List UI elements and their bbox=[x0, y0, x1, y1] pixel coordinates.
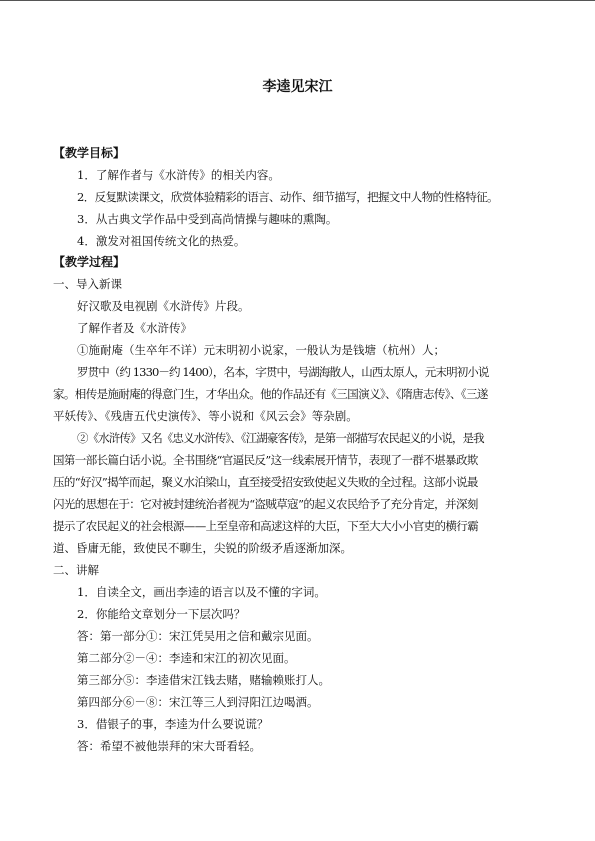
document-title: 李逵见宋江 bbox=[262, 79, 333, 95]
body-paragraph-line: 国第一部长篇白话小说。全书围绕“官逼民反”这一线索展开情节，表现了一群不堪暴政欺 bbox=[53, 453, 478, 467]
section-heading-explain: 二、讲解 bbox=[53, 563, 99, 577]
body-paragraph-line: 了解作者及《水浒传》 bbox=[77, 321, 192, 335]
body-paragraph-line: 道、昏庸无能，致使民不聊生，尖锐的阶级矛盾逐渐加深。 bbox=[53, 541, 352, 555]
body-paragraph-line: 平妖传》、《残唐五代史演传》、等小说和《风云会》等杂剧。 bbox=[53, 409, 358, 423]
body-paragraph-line: 3．借银子的事，李逵为什么要说谎？ bbox=[77, 717, 269, 731]
answer-line: 第三部分⑤：李逵借宋江钱去赌，赌输赖账打人。 bbox=[77, 673, 330, 687]
objective-item: 2．反复默读课文，欣赏体验精彩的语言、动作、细节描写，把握文中人物的性格特征。 bbox=[77, 190, 498, 204]
body-paragraph-line: 家。相传是施耐庵的得意门生，才华出众。他的作品还有《三国演义》、《隋唐志传》、《三遂 bbox=[53, 387, 488, 401]
body-paragraph-line: 提示了农民起义的社会根源——上至皇帝和高逑这样的大臣，下至大大小小官吏的横行霸 bbox=[53, 519, 479, 533]
body-paragraph-line: 1．自读全文，画出李逵的语言以及不懂的字词。 bbox=[77, 585, 326, 599]
body-paragraph-line: 罗贯中（约 1330－约 1400），名本，字贯中，号湖海散人，山西太原人，元末明初小说 bbox=[77, 365, 489, 379]
answer-line: 答：希望不被他崇拜的宋大哥看轻。 bbox=[77, 739, 261, 753]
objectives-heading: 【教学目标】 bbox=[53, 146, 126, 160]
page-top-border bbox=[0, 0, 595, 1]
body-paragraph-line: ①施耐庵（生卒年不详）元末明初小说家，一般认为是钱塘（杭州）人； bbox=[77, 343, 445, 357]
objective-item: 4．激发对祖国传统文化的热爱。 bbox=[77, 234, 246, 248]
objective-item: 3．从古典文学作品中受到高尚情操与趣味的熏陶。 bbox=[77, 212, 338, 226]
body-paragraph-line: ②《水浒传》又名《忠义水浒传》、《江湖豪客传》，是第一部描写农民起义的小说，是我 bbox=[77, 431, 484, 445]
objective-item: 1．了解作者与《水浒传》的相关内容。 bbox=[77, 168, 280, 182]
body-paragraph-line: 闪光的思想在于：它对被封建统治者视为“盗贼草寇”的起义农民给予了充分肯定，并深刻 bbox=[53, 497, 478, 511]
body-paragraph-line: 2．你能给文章划分一下层次吗？ bbox=[77, 607, 246, 621]
answer-line: 第二部分②－④：李逵和宋江的初次见面。 bbox=[77, 651, 296, 665]
answer-line: 答：第一部分①：宋江凭吴用之信和戴宗见面。 bbox=[77, 629, 319, 643]
document-body bbox=[53, 143, 543, 757]
body-paragraph-line: 好汉歌及电视剧《水浒传》片段。 bbox=[77, 299, 250, 313]
section-heading-intro: 一、导入新课 bbox=[53, 277, 122, 291]
answer-line: 第四部分⑥－⑧：宋江等三人到浔阳江边喝酒。 bbox=[77, 695, 319, 709]
body-paragraph-line: 压的“好汉”揭竿而起，聚义水泊梁山，直至接受招安致使起义失败的全过程。这部小说最 bbox=[53, 475, 478, 489]
process-heading: 【教学过程】 bbox=[53, 255, 126, 269]
